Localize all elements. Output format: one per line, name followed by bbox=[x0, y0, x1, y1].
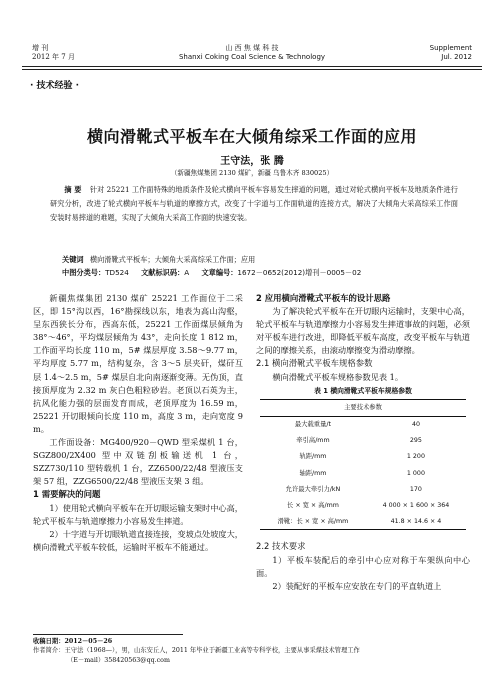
section-heading-2-1: 2.1 横向滑靴式平板车规格参数 bbox=[256, 358, 373, 369]
paragraph: 1）使用轮式横向平板车在开切眼运输支架时中心高，轮式平板车与轨道摩擦力小容易发生摔道。 bbox=[33, 502, 243, 526]
param-value: 170 bbox=[409, 485, 422, 493]
art-label: 文章编号： bbox=[201, 268, 238, 277]
param-value: 1 200 bbox=[406, 453, 425, 461]
param-name: 最大载重量/t bbox=[294, 421, 331, 429]
paper-title: 横向滑靴式平板车在大倾角综采工作面的应用 bbox=[86, 127, 417, 146]
affiliation: （新疆焦煤集团 2130 煤矿，新疆 乌鲁木齐 830025） bbox=[170, 169, 334, 177]
cls-value: TD524 bbox=[105, 268, 129, 277]
abstract-label: 摘 要 bbox=[64, 185, 82, 194]
cls-label: 中图分类号： bbox=[62, 268, 106, 277]
param-name: 轴距/mm bbox=[299, 469, 327, 477]
table-row bbox=[260, 449, 466, 465]
doc-value: A bbox=[184, 268, 190, 277]
left-column bbox=[33, 292, 243, 554]
param-name: 允许最大牵引力/kN bbox=[285, 485, 341, 493]
paragraph: 工作面设备：MG400/920－QWD 型采煤机 1 台，SGZ800/2X400 型中双链刮板输送机 1 台，SZZ730/110 型转载机 1 台，ZZ6500/22/48 型液压支架 57 组，ZZG6500/22/48 型液压支架 3 组。 bbox=[33, 437, 243, 487]
authors: 王守法，张 腾 bbox=[220, 156, 284, 167]
author-info: 作者简介：王守法（1968—），男，山东安丘人，2011 年毕业于新疆工业高等专科学校，主要从事采煤技术管理工作 bbox=[33, 647, 360, 655]
paragraph: 新疆焦煤集团 2130 煤矿 25221 工作面位于二采区，即 15°沟以西，16°勘探线以东，地表为高山沟壑，呈东西狭长分布，西高东低，25221 工作面煤层倾角为 38°～46°，平均煤层倾角为 43°，走向长度 1 812 m，工作面平均长度 110 m，5# 煤层厚度 3.58～9.77 m，平均厚度 5.77 m，结构复杂，含 3～5 层夹矸，煤矸互层 1.4～2.5 m，5# 煤层自北向南逐渐变薄。无伪顶，直接顶厚度为 2.32 m 灰白色粗粒砂岩。老顶以石英为主，抗风化能力强的层面发育而成，老顶厚度为 16.59 m，25221 开切眼倾向长度 110 m，高度 3 m，走向宽度 9 m。 bbox=[33, 293, 243, 434]
right-column bbox=[256, 292, 470, 593]
classification bbox=[62, 267, 361, 279]
param-value: 1 000 bbox=[406, 469, 425, 477]
param-value: 41.8 × 14.6 × 4 bbox=[366, 513, 466, 530]
param-name: 长 × 宽 × 高/mm bbox=[287, 501, 339, 509]
section-heading-2: 2 应用横向滑靴式平板车的设计思路 bbox=[256, 293, 391, 303]
param-value: 40 bbox=[411, 421, 420, 429]
table-row bbox=[260, 513, 466, 530]
footnote bbox=[33, 637, 473, 665]
paragraph: 2）装配好的平板车应安放在专门的平直轨道上 bbox=[272, 580, 442, 591]
supplement-label: Supplement bbox=[429, 44, 472, 52]
issue-label: 增 刊 bbox=[32, 44, 49, 52]
paragraph: 2）十字道与开切眼轨道直接连接，变坡点处坡度大，横向滑靴式平板车较低，运输时平板车不能通过。 bbox=[33, 528, 243, 552]
journal-name-cn: 山 西 焦 煤 科 技 bbox=[225, 44, 279, 52]
doc-label: 文献标识码： bbox=[141, 268, 185, 277]
keywords-label: 关键词 bbox=[62, 255, 84, 264]
paragraph: 为了解决轮式平板车在开切眼内运输时，支架中心高，轮式平板车与轨道摩擦力小容易发生摔道事故的问题，必须对平板车进行改进，即降低平板车高度，改变平板车与轨道之间的摩擦关系，由滚动摩擦变为滑动摩擦。 bbox=[256, 306, 470, 356]
table-row bbox=[260, 433, 466, 449]
paragraph: 1）平板车装配后的牵引中心应对称于车架纵向中心面。 bbox=[256, 554, 470, 578]
param-name: 轨距/mm bbox=[299, 453, 327, 461]
table-caption: 表 1 横向滑靴式平板车规格参数 bbox=[314, 386, 412, 395]
abstract-text: 针对 25221 工作面特殊的地质条件及轮式横向平板车容易发生摔道的问题，通过对轮式横向平板车及地质条件进行研究分析，改进了轮式横向平板车与轨道的摩擦方式，改变了十字道与工作面轨道的连接方式，解决了大倾角大采高综采工作面安装时易摔道的难题，实现了大倾角大采高工作面的快速安装。 bbox=[50, 185, 458, 222]
table-row bbox=[260, 465, 466, 481]
received-date: 收稿日期：2012－05－26 bbox=[33, 638, 113, 645]
table-row bbox=[260, 497, 466, 513]
journal-name-en: Shanxi Coking Coal Science & Technology bbox=[178, 53, 326, 61]
art-value: 1672－0652(2012)增刊－0005－02 bbox=[237, 268, 362, 277]
keywords-text: 横向滑靴式平板车；大倾角大采高综采工作面；应用 bbox=[89, 255, 256, 264]
author-email: （E－mail）358420563@qq.com bbox=[67, 656, 170, 664]
paragraph: 横向滑靴式平板车规格参数见表 1。 bbox=[272, 371, 404, 382]
section-heading-1: 1 需要解决的问题 bbox=[33, 489, 101, 500]
header-rule bbox=[22, 66, 482, 67]
section-heading-2-2: 2.2 技术要求 bbox=[256, 541, 306, 552]
section-tag: · 技术经验 · bbox=[30, 81, 80, 91]
table-row bbox=[260, 481, 466, 497]
journal-supplement bbox=[430, 44, 472, 62]
keywords bbox=[62, 254, 255, 266]
table-row bbox=[260, 416, 466, 433]
param-name: 牵引高/mm bbox=[296, 437, 330, 445]
param-value: 4 000 × 1 600 × 364 bbox=[382, 501, 450, 509]
journal-name bbox=[0, 44, 504, 62]
param-value: 295 bbox=[409, 437, 422, 445]
abstract bbox=[50, 183, 458, 225]
spec-table bbox=[260, 399, 466, 531]
header-rule-thin bbox=[22, 69, 482, 70]
supplement-date: Jul. 2012 bbox=[441, 53, 472, 61]
param-name: 滑靴：长 × 宽 × 高/mm bbox=[260, 513, 366, 530]
table-header: 主要技术参数 bbox=[260, 399, 466, 416]
issue-date: 2012 年 7 月 bbox=[32, 53, 75, 61]
footnote-rule bbox=[33, 634, 183, 635]
